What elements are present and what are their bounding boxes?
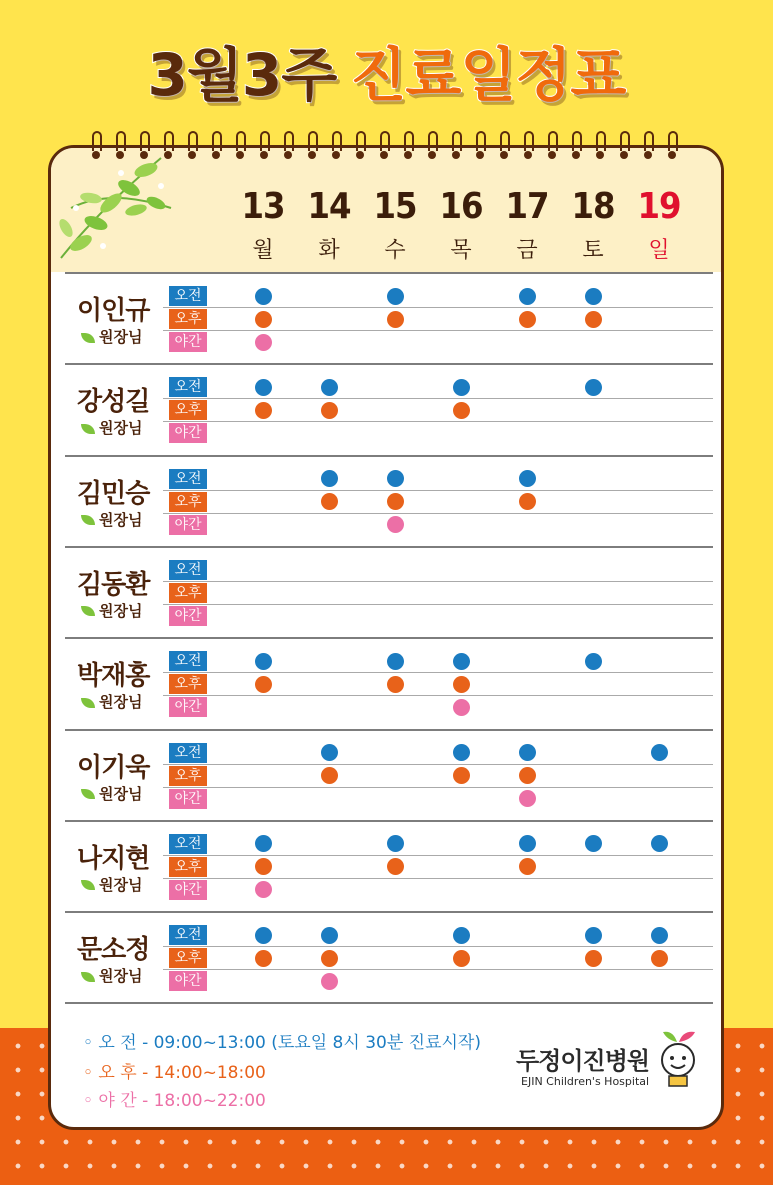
doctor-name: 김민승 bbox=[77, 478, 150, 509]
day-header bbox=[497, 186, 557, 264]
day-header bbox=[299, 186, 359, 264]
session-label-am: 오전 bbox=[169, 377, 207, 397]
session-label-pm: 오후 bbox=[169, 674, 207, 694]
schedule-dot-am bbox=[255, 653, 272, 670]
session-label-night: 야간 bbox=[169, 789, 207, 809]
leaf-icon bbox=[81, 424, 95, 434]
session-label-night: 야간 bbox=[169, 697, 207, 717]
schedule-dot-pm bbox=[519, 493, 536, 510]
legend-night: ◦ 야 간 - 18:00~22:00 bbox=[83, 1091, 266, 1111]
schedule-dot-am bbox=[585, 927, 602, 944]
day-name: 금 bbox=[516, 238, 538, 263]
row-divider bbox=[65, 1002, 713, 1004]
session-label-pm: 오후 bbox=[169, 766, 207, 786]
schedule-dot-am bbox=[651, 835, 668, 852]
schedule-dot-am bbox=[585, 379, 602, 396]
schedule-dot-pm bbox=[387, 858, 404, 875]
schedule-dot-pm bbox=[453, 767, 470, 784]
schedule-dot-am bbox=[321, 744, 338, 761]
schedule-dot-am bbox=[321, 379, 338, 396]
schedule-dot-am bbox=[585, 653, 602, 670]
row-line bbox=[163, 672, 713, 673]
schedule-dot-pm bbox=[519, 311, 536, 328]
row-line bbox=[163, 513, 713, 514]
day-number: 14 bbox=[307, 186, 351, 227]
schedule-dot-pm bbox=[453, 950, 470, 967]
schedule-dot-pm bbox=[255, 858, 272, 875]
binder-ring bbox=[548, 131, 556, 163]
schedule-dot-pm bbox=[255, 950, 272, 967]
binder-ring bbox=[92, 131, 100, 163]
schedule-dot-pm bbox=[453, 676, 470, 693]
schedule-dot-am bbox=[321, 927, 338, 944]
schedule-dot-am bbox=[453, 653, 470, 670]
schedule-dot-am bbox=[585, 288, 602, 305]
schedule-dot-am bbox=[387, 470, 404, 487]
schedule-dot-pm bbox=[321, 950, 338, 967]
binder-ring bbox=[284, 131, 292, 163]
schedule-dot-pm bbox=[651, 950, 668, 967]
role-label: 원장님 bbox=[99, 693, 143, 712]
schedule-dot-am bbox=[387, 653, 404, 670]
session-label-am: 오전 bbox=[169, 469, 207, 489]
schedule-dot-night bbox=[255, 881, 272, 898]
leaf-icon bbox=[81, 972, 95, 982]
binder-ring bbox=[308, 131, 316, 163]
day-header bbox=[365, 186, 425, 264]
schedule-dot-am bbox=[453, 379, 470, 396]
binder-ring bbox=[260, 131, 268, 163]
schedule-dot-am bbox=[255, 927, 272, 944]
schedule-dot-am bbox=[321, 470, 338, 487]
session-label-night: 야간 bbox=[169, 515, 207, 535]
schedule-dot-pm bbox=[387, 676, 404, 693]
schedule-dot-pm bbox=[585, 950, 602, 967]
role-label: 원장님 bbox=[99, 601, 143, 620]
doctor-name: 김동환 bbox=[77, 569, 150, 600]
day-name: 목 bbox=[450, 238, 472, 263]
schedule-dot-pm bbox=[387, 493, 404, 510]
role-label: 원장님 bbox=[99, 328, 143, 346]
day-name: 토 bbox=[582, 238, 604, 263]
day-header bbox=[629, 186, 689, 264]
row-line bbox=[163, 787, 713, 788]
session-label-pm: 오후 bbox=[169, 857, 207, 877]
row-line bbox=[163, 421, 713, 422]
schedule-dot-am bbox=[651, 927, 668, 944]
leaf-icon bbox=[81, 789, 95, 799]
binder-ring bbox=[620, 131, 628, 163]
schedule-dot-am bbox=[651, 744, 668, 761]
row-line bbox=[163, 855, 713, 856]
leaf-icon bbox=[81, 515, 95, 525]
session-label-am: 오전 bbox=[169, 743, 207, 763]
schedule-dot-am bbox=[453, 744, 470, 761]
binder-ring bbox=[236, 131, 244, 163]
schedule-dot-am bbox=[255, 288, 272, 305]
row-divider bbox=[65, 455, 713, 457]
row-divider bbox=[65, 637, 713, 639]
binder-ring bbox=[116, 131, 124, 163]
binder-ring bbox=[596, 131, 604, 163]
schedule-dot-pm bbox=[321, 493, 338, 510]
row-line bbox=[163, 330, 713, 331]
row-line bbox=[163, 946, 713, 947]
row-line bbox=[163, 398, 713, 399]
schedule-dot-am bbox=[519, 744, 536, 761]
doctor-name: 이기욱 bbox=[77, 752, 150, 783]
doctor-name: 이인규 bbox=[77, 296, 150, 326]
day-number: 16 bbox=[439, 186, 483, 227]
session-label-night: 야간 bbox=[169, 423, 207, 443]
binder-ring bbox=[188, 131, 196, 163]
binder-ring bbox=[404, 131, 412, 163]
day-name: 일 bbox=[648, 238, 670, 263]
binder-ring bbox=[140, 131, 148, 163]
session-label-pm: 오후 bbox=[169, 309, 207, 329]
row-divider bbox=[65, 363, 713, 365]
legend-pm: ◦ 오 후 - 14:00~18:00 bbox=[83, 1063, 266, 1083]
session-label-night: 야간 bbox=[169, 332, 207, 352]
row-line bbox=[163, 307, 713, 308]
legend-am: ◦ 오 전 - 09:00~13:00 (토요일 8시 30분 진료시작) bbox=[83, 1033, 481, 1053]
role-label: 원장님 bbox=[99, 875, 143, 894]
doctor-name: 문소정 bbox=[77, 935, 150, 966]
binder-ring bbox=[644, 131, 652, 163]
schedule-dot-am bbox=[519, 470, 536, 487]
mascot-logo-icon bbox=[653, 1028, 705, 1090]
schedule-dot-am bbox=[255, 835, 272, 852]
hospital-name: 두정이진병원 bbox=[516, 1047, 650, 1075]
row-line bbox=[163, 604, 713, 605]
schedule-dot-am bbox=[255, 379, 272, 396]
session-label-am: 오전 bbox=[169, 834, 207, 854]
row-line bbox=[163, 969, 713, 970]
binder-ring bbox=[500, 131, 508, 163]
title-schedule: 진료일정표 bbox=[350, 41, 626, 109]
role-label: 원장님 bbox=[99, 967, 143, 986]
schedule-dot-night bbox=[321, 973, 338, 990]
leaf-icon bbox=[81, 333, 95, 343]
binder-ring bbox=[212, 131, 220, 163]
title-week: 3월3주 bbox=[147, 41, 337, 109]
row-divider bbox=[65, 272, 713, 274]
page-title bbox=[0, 28, 773, 112]
schedule-dot-pm bbox=[519, 767, 536, 784]
schedule-dot-pm bbox=[453, 402, 470, 419]
schedule-dot-pm bbox=[255, 311, 272, 328]
row-line bbox=[163, 764, 713, 765]
day-header bbox=[233, 186, 293, 264]
row-divider bbox=[65, 820, 713, 822]
binder-ring bbox=[572, 131, 580, 163]
day-number: 18 bbox=[571, 186, 615, 227]
schedule-dot-pm bbox=[585, 311, 602, 328]
day-number: 17 bbox=[505, 186, 549, 227]
schedule-dot-pm bbox=[321, 402, 338, 419]
binder-ring bbox=[380, 131, 388, 163]
schedule-dot-pm bbox=[255, 676, 272, 693]
schedule-dot-night bbox=[519, 790, 536, 807]
leaf-icon bbox=[81, 606, 95, 616]
schedule-dot-am bbox=[585, 835, 602, 852]
session-label-pm: 오후 bbox=[169, 400, 207, 420]
hospital-subtitle: EJIN Children's Hospital bbox=[521, 1075, 650, 1088]
binder-ring bbox=[164, 131, 172, 163]
day-number: 13 bbox=[241, 186, 285, 227]
schedule-dot-night bbox=[453, 699, 470, 716]
session-label-pm: 오후 bbox=[169, 492, 207, 512]
session-label-night: 야간 bbox=[169, 971, 207, 991]
day-name: 화 bbox=[318, 238, 340, 263]
schedule-dot-pm bbox=[321, 767, 338, 784]
schedule-dot-night bbox=[255, 334, 272, 351]
session-label-am: 오전 bbox=[169, 925, 207, 945]
binder-ring bbox=[452, 131, 460, 163]
day-header bbox=[431, 186, 491, 264]
binder-ring bbox=[356, 131, 364, 163]
schedule-dot-pm bbox=[519, 858, 536, 875]
schedule-dot-night bbox=[387, 516, 404, 533]
day-name: 수 bbox=[384, 238, 406, 263]
schedule-dot-am bbox=[453, 927, 470, 944]
day-header bbox=[563, 186, 623, 264]
leaf-icon bbox=[81, 698, 95, 708]
leaf-icon bbox=[81, 880, 95, 890]
schedule-card bbox=[48, 145, 724, 1130]
schedule-dot-am bbox=[387, 288, 404, 305]
schedule-dot-pm bbox=[255, 402, 272, 419]
schedule-dot-am bbox=[519, 288, 536, 305]
binder-ring bbox=[668, 131, 676, 163]
row-divider bbox=[65, 911, 713, 913]
row-line bbox=[163, 695, 713, 696]
role-label: 원장님 bbox=[99, 419, 143, 438]
session-label-am: 오전 bbox=[169, 560, 207, 580]
row-line bbox=[163, 581, 713, 582]
day-number: 19 bbox=[637, 186, 681, 227]
row-line bbox=[163, 878, 713, 879]
session-label-pm: 오후 bbox=[169, 583, 207, 603]
session-label-night: 야간 bbox=[169, 880, 207, 900]
binder-ring bbox=[524, 131, 532, 163]
schedule-dot-pm bbox=[387, 311, 404, 328]
session-label-am: 오전 bbox=[169, 651, 207, 671]
row-divider bbox=[65, 729, 713, 731]
binder-ring bbox=[332, 131, 340, 163]
binder-ring bbox=[476, 131, 484, 163]
day-name: 월 bbox=[252, 238, 274, 263]
row-line bbox=[163, 490, 713, 491]
session-label-night: 야간 bbox=[169, 606, 207, 626]
binder-ring bbox=[428, 131, 436, 163]
session-label-pm: 오후 bbox=[169, 948, 207, 968]
session-label-am: 오전 bbox=[169, 286, 207, 306]
calendar-binder-rings bbox=[92, 131, 692, 167]
role-label: 원장님 bbox=[99, 784, 143, 803]
doctor-name: 박재홍 bbox=[77, 661, 150, 692]
role-label: 원장님 bbox=[99, 510, 143, 529]
doctor-name: 강성길 bbox=[77, 387, 150, 418]
row-divider bbox=[65, 546, 713, 548]
schedule-dot-am bbox=[519, 835, 536, 852]
schedule-dot-am bbox=[387, 835, 404, 852]
doctor-name: 나지현 bbox=[77, 843, 150, 874]
day-number: 15 bbox=[373, 186, 417, 227]
